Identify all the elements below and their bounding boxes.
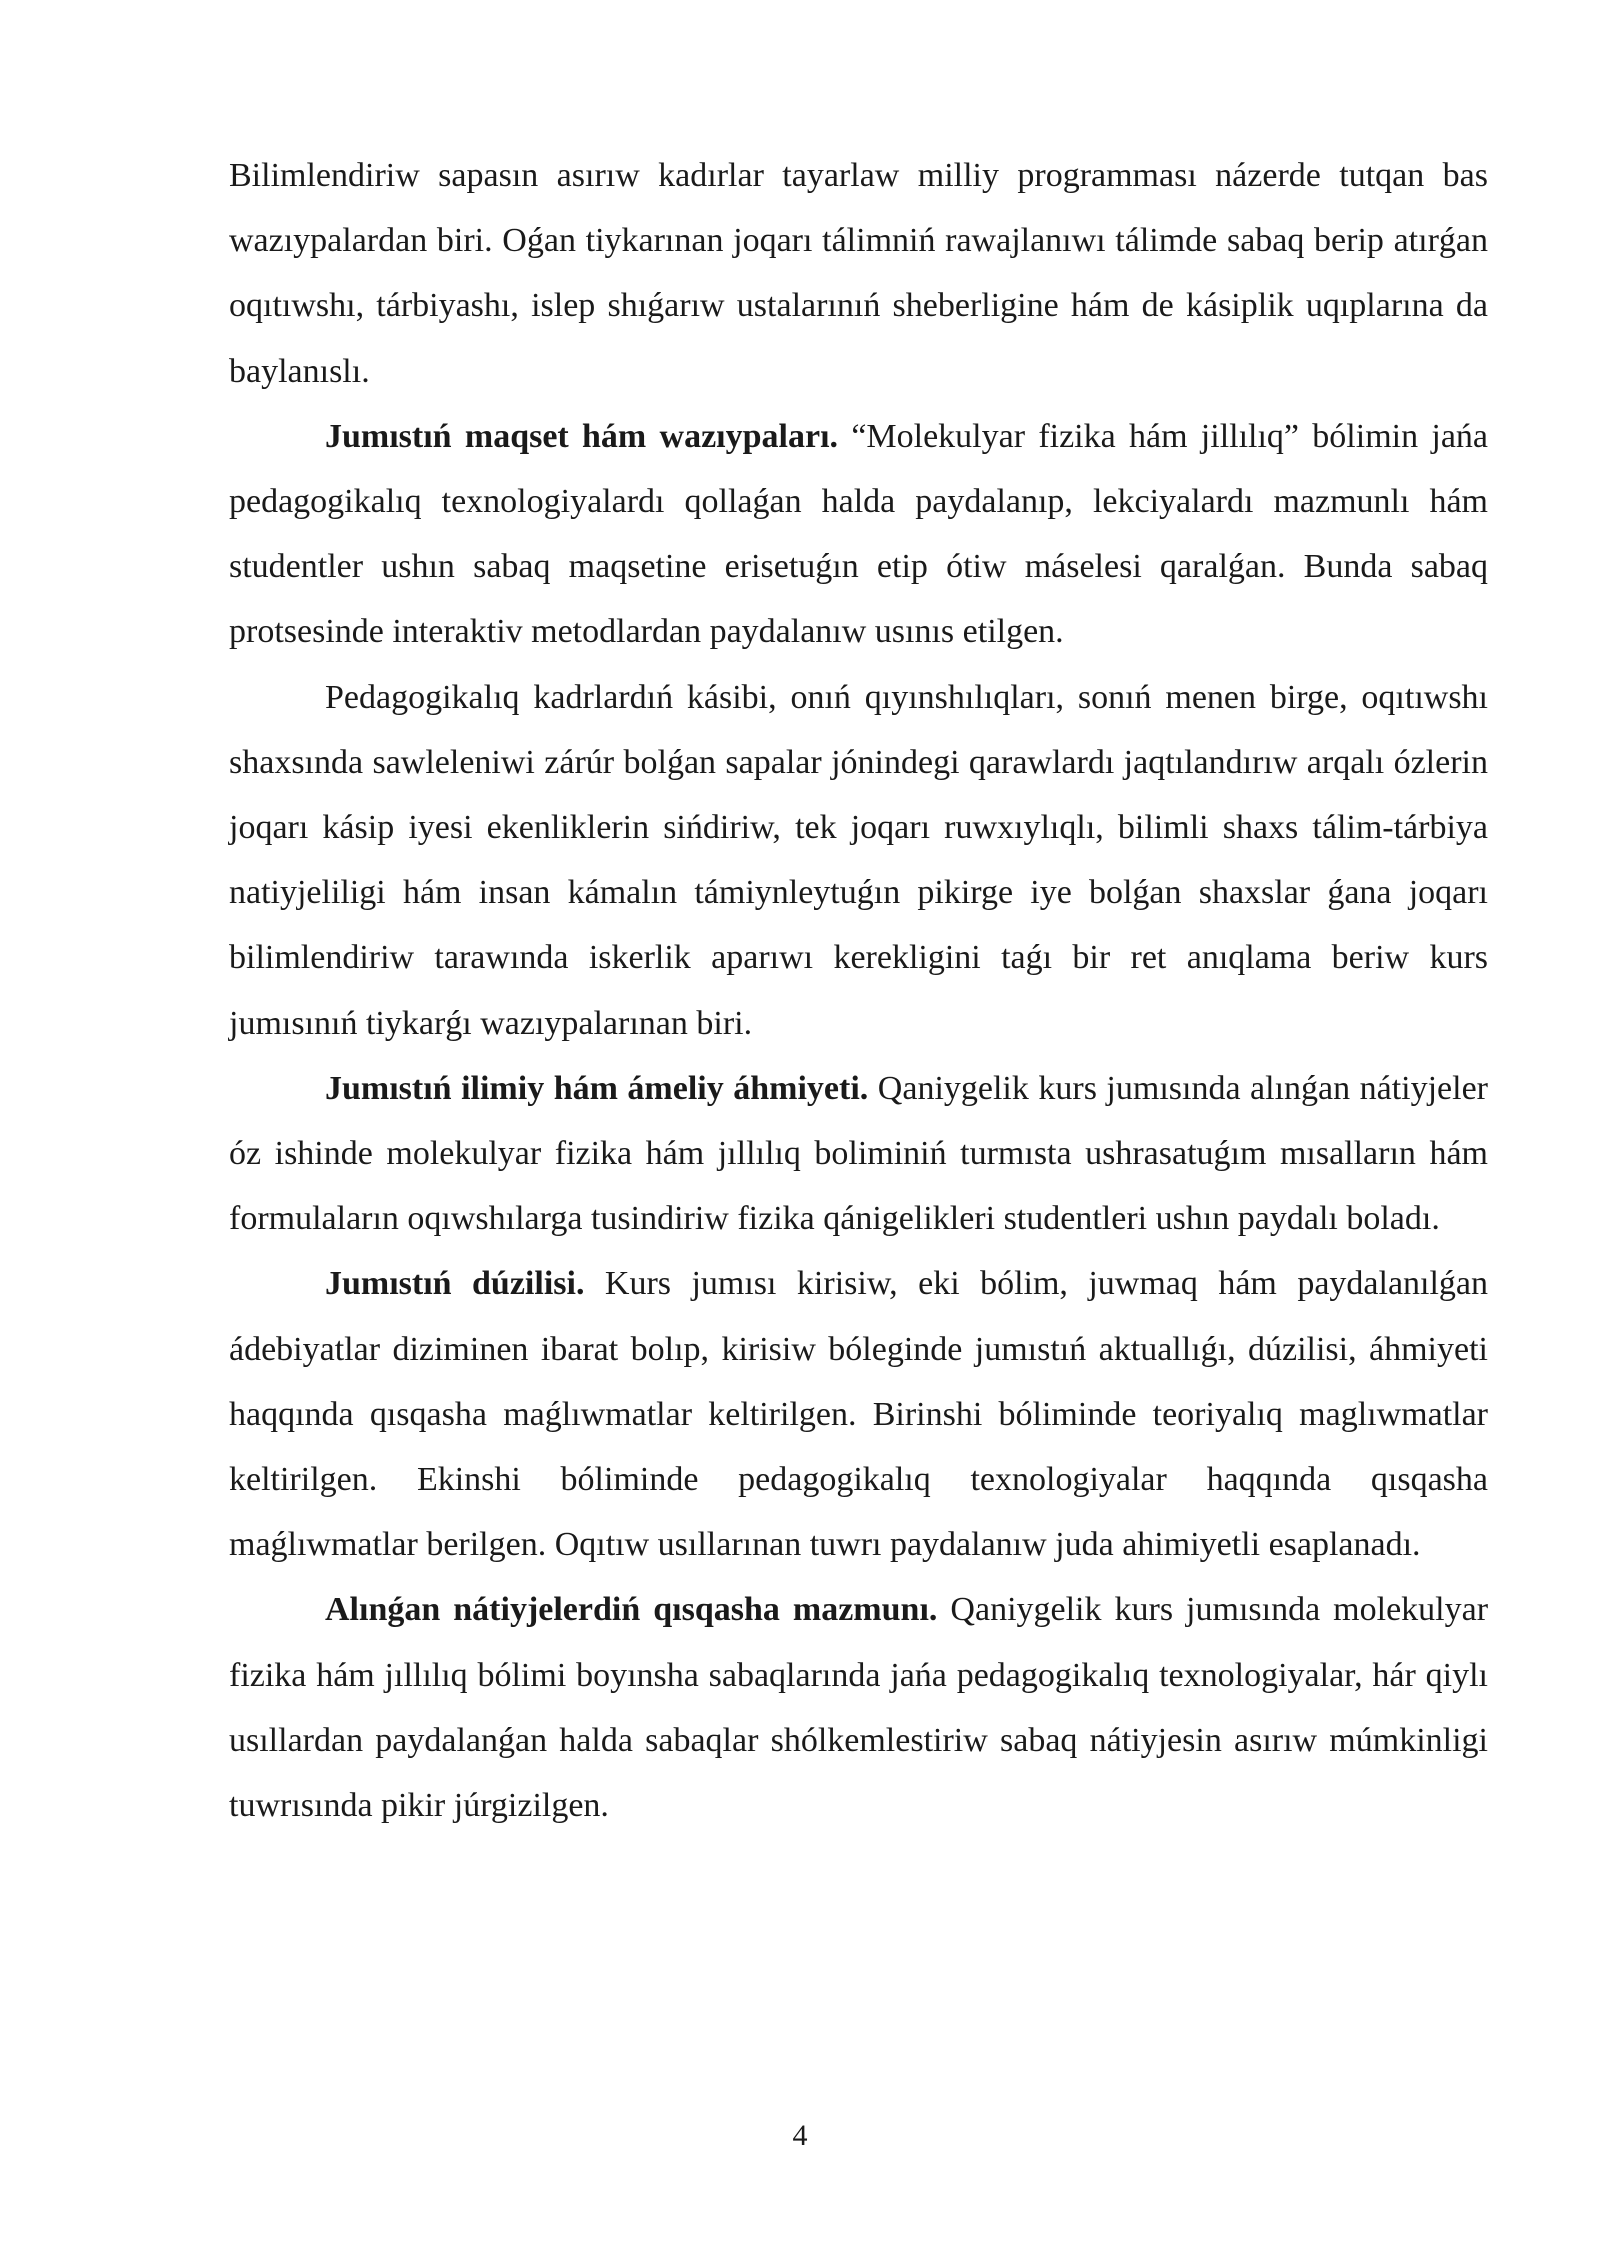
paragraph-text: Kurs jumısı kirisiw, eki bólim, juwmaq hám paydalanılǵan ádebiyatlar diziminen ibarat bolıp, kirisiw bóleginde jumıstıń aktuallıǵı, dúzilisi, áhmiyeti haqqında qısqasha maǵlıwmatlar keltirilgen. Birinshi bóliminde teoriyalıq maglıwmatlar keltirilgen. Ekinshi bóliminde pedagogikalıq texnologiyalar haqqında qısqasha maǵlıwmatlar berilgen. Oqıtıw usıllarınan tuwrı paydalanıw juda ahimiyetli esaplanadı.	[229, 1265, 1489, 1564]
paragraph-pedagogical-staff	[229, 665, 1488, 1056]
paragraph-summary	[229, 1577, 1488, 1838]
paragraph-significance	[229, 1056, 1488, 1252]
section-heading: Jumıstıń ilimiy hám ámeliy áhmiyeti.	[325, 1069, 869, 1107]
paragraph-text: “Molekulyar fizika hám jillılıq” bólimin jańa pedagogikalıq texnologiyalardı qollaǵan halda paydalanıp, lekciyalardı mazmunlı hám studentler ushın sabaq maqsetine erisetuǵın etip ótiw máselesi qaralǵan. Bunda sabaq protsesinde interaktiv metodlardan paydalanıw usınıs etilgen.	[229, 417, 1488, 651]
paragraph-structure	[229, 1251, 1488, 1577]
paragraph-text: Qaniygelik kurs jumısında molekulyar fizika hám jıllılıq bólimi boyınsha sabaqlarında jańa pedagogikalıq texnologiyalar, hár qiylı usıllardan paydalanǵan halda sabaqlar shólkemlestiriw sabaq nátiyjesin asırıw múmkinligi tuwrısında pikir júrgizilgen.	[229, 1591, 1489, 1825]
document-body	[229, 143, 1488, 1838]
paragraph-text: Bilimlendiriw sapasın asırıw kadırlar tayarlaw milliy programması názerde tutqan bas wazıypalardan biri. Oǵan tiykarınan joqarı tálimniń rawajlanıwı tálimde sabaq berip atırǵan oqıtıwshı, tárbiyashı, islep shıǵarıw ustalarınıń sheberligine hám de kásiplik uqıplarına da baylanıslı.	[229, 157, 1488, 390]
paragraph-text: Qaniygelik kurs jumısında alınǵan nátiyjeler óz ishinde molekulyar fizika hám jıllılıq boliminiń turmısta ushrasatuǵım mısalların hám formulaların oqıwshılarga tusindiriw fizika qánigelikleri studentleri ushın paydalı boladı.	[229, 1069, 1488, 1238]
paragraph-text: Pedagogikalıq kadrlardıń kásibi, onıń qıyınshılıqları, sonıń menen birge, oqıtıwshı shaxsında sawleleniwi zárúr bolǵan sapalar jónindegi qarawlardı jaqtılandırıw arqalı ózlerin joqarı kásip iyesi ekenliklerin sińdiriw, tek joqarı ruwxıylıqlı, bilimli shaxs tálim-tárbiya natiyjeliligi hám insan kámalın támiynleytuǵın pikirge iye bolǵan shaxslar ǵana joqarı bilimlendiriw tarawında iskerlik aparıwı kerekligini taǵı bir ret anıqlama beriw kurs jumısınıń tiykarǵı wazıypalarınan biri.	[229, 678, 1488, 1042]
paragraph-intro	[229, 143, 1488, 404]
paragraph-goals	[229, 404, 1488, 665]
section-heading: Jumıstıń maqset hám wazıypaları.	[325, 417, 839, 455]
section-heading: Alınǵan nátiyjelerdiń qısqasha mazmunı.	[325, 1591, 938, 1629]
section-heading: Jumıstıń dúzilisi.	[325, 1265, 585, 1303]
page-number: 4	[792, 2119, 808, 2152]
